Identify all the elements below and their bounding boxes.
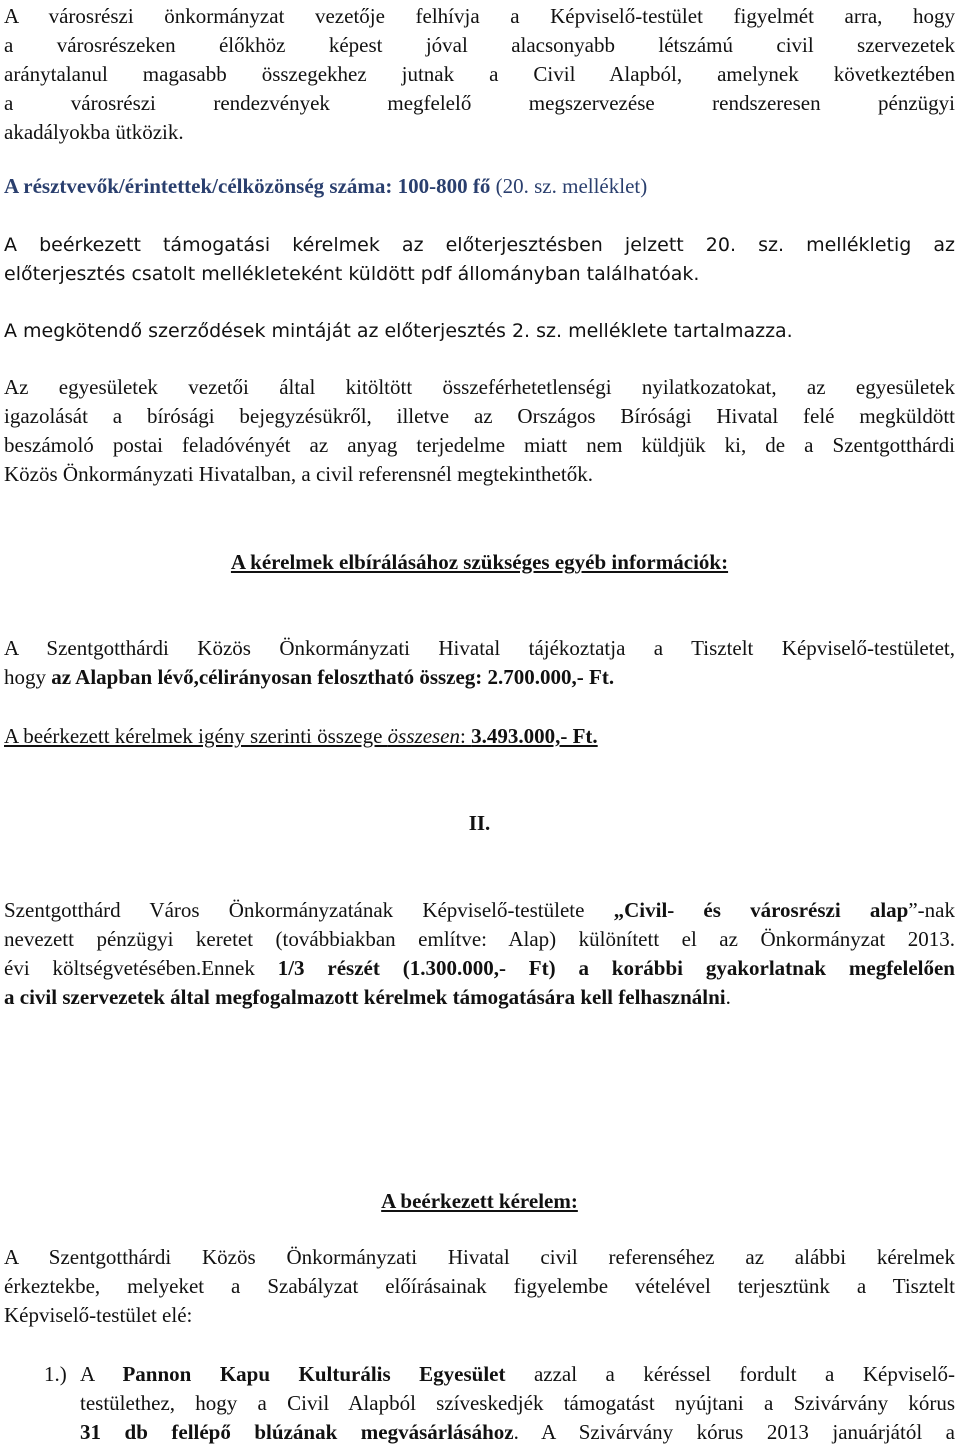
fund-paragraph	[4, 896, 955, 1012]
fund-purpose: a civil szervezetek által megfogalmazott kérelmek támogatására kell felhasználni	[4, 985, 726, 1009]
fund-text: évi költségvetésében.Ennek	[4, 956, 278, 980]
received-line: Képviselő-testület elé:	[4, 1303, 193, 1327]
received-line: A Szentgotthárdi Közös Önkormányzati Hivatal civil referenséhez az alábbi kérelmek	[4, 1245, 955, 1269]
intro-line: a városrészeken élőkhöz képest jóval alacsonyabb létszámú civil szervezetek	[4, 33, 955, 57]
list-item-text: azzal a kéréssel fordult a Képviselő-	[505, 1362, 955, 1386]
section-roman-numeral: II.	[468, 811, 491, 835]
declarations-line: beszámoló postai feladóvényét az anyag terjedelme miatt nem küldjük ki, de a Szentgotthárdi	[4, 433, 955, 457]
intro-paragraph	[4, 2, 955, 147]
requested-total-value: 3.493.000,- Ft.	[471, 724, 598, 748]
declarations-line: igazolását a bírósági bejegyzésükről, illetve az Országos Bírósági Hivatal felé megküldött	[4, 404, 955, 428]
request-purpose: 31 db fellépő blúzának megvásárlásához	[80, 1420, 514, 1444]
list-item-text: A	[80, 1362, 123, 1386]
fund-line	[4, 896, 955, 925]
intro-line: a városrészi rendezvények megfelelő megszervezése rendszeresen pénzügyi	[4, 91, 955, 115]
section-heading-received-request: A beérkezett kérelem:	[381, 1189, 578, 1213]
fund-line: nevezett pénzügyi keretet (továbbiakban említve: Alap) különített el az Önkormányzat 2013.	[4, 927, 955, 951]
list-item-line: testülethez, hogy a Civil Alapból szíveskedjék támogatást nyújtani a Szivárvány kórus	[80, 1391, 955, 1415]
intro-line: akadályokba ütközik.	[4, 120, 184, 144]
requested-total-line	[4, 722, 955, 751]
fund-share: 1/3 részét (1.300.000,- Ft) a korábbi gyakorlatnak megfelelően	[277, 956, 955, 980]
contracts-paragraph	[4, 317, 955, 346]
requested-total-colon: :	[460, 724, 472, 748]
available-amount-value: az Alapban lévő,célirányosan felosztható összeg: 2.700.000,- Ft.	[51, 665, 615, 689]
applications-line: előterjesztés csatolt mellékleteként küldött pdf állományban találhatóak.	[4, 263, 700, 285]
applications-paragraph	[4, 231, 955, 289]
declarations-paragraph	[4, 373, 955, 489]
declarations-line: Közös Önkormányzati Hivatalban, a civil referensnél megtekinthetők.	[4, 462, 593, 486]
applications-line: A beérkezett támogatási kérelmek az előterjesztésben jelzett 20. sz. mellékletig az	[4, 234, 955, 256]
section-heading-information: A kérelmek elbírálásához szükséges egyéb információk:	[230, 550, 729, 574]
available-amount-line: A Szentgotthárdi Közös Önkormányzati Hivatal tájékoztatja a Tisztelt Képviselő-testületet,	[4, 636, 955, 660]
intro-line: A városrészi önkormányzat vezetője felhívja a Képviselő-testület figyelmét arra, hogy	[4, 4, 955, 28]
declarations-line: Az egyesületek vezetői által kitöltött összeférhetetlenségi nyilatkozatokat, az egyesületek	[4, 375, 955, 399]
available-amount-paragraph	[4, 634, 955, 692]
list-item-line	[80, 1418, 955, 1447]
available-amount-line	[4, 663, 955, 692]
list-item	[80, 1360, 955, 1447]
list-item-text: . A Szivárvány kórus 2013 januárjától a	[513, 1420, 955, 1444]
received-paragraph	[4, 1243, 955, 1330]
available-amount-prefix: hogy	[4, 665, 52, 689]
fund-text: Szentgotthárd Város Önkormányzatának Képviselő-testülete	[4, 898, 614, 922]
requested-total-label: A beérkezett kérelmek igény szerinti összege	[4, 724, 388, 748]
fund-line	[4, 983, 955, 1012]
organization-name: Pannon Kapu Kulturális Egyesület	[122, 1362, 506, 1386]
participants-reference: (20. sz. melléklet)	[490, 174, 648, 198]
list-item-line	[80, 1360, 955, 1389]
requested-total-italic: összesen	[387, 724, 461, 748]
contracts-text: A megkötendő szerződések mintáját az előterjesztés 2. sz. melléklete tartalmazza.	[4, 320, 793, 342]
participants-label: A résztvevők/érintettek/célközönség száma: 100-800 fő	[4, 174, 491, 198]
fund-text: .	[725, 985, 731, 1009]
received-line: érkeztekbe, melyeket a Szabályzat előírásainak figyelembe vételével terjesztünk a Tisztelt	[4, 1274, 955, 1298]
participants-line	[4, 172, 955, 201]
intro-line: aránytalanul magasabb összegekhez jutnak a Civil Alapból, amelynek következtében	[4, 62, 955, 86]
fund-line	[4, 954, 955, 983]
fund-name: „Civil- és városrészi alap	[613, 898, 909, 922]
fund-text: ”-nak	[908, 898, 955, 922]
list-item-marker: 1.)	[44, 1362, 67, 1386]
